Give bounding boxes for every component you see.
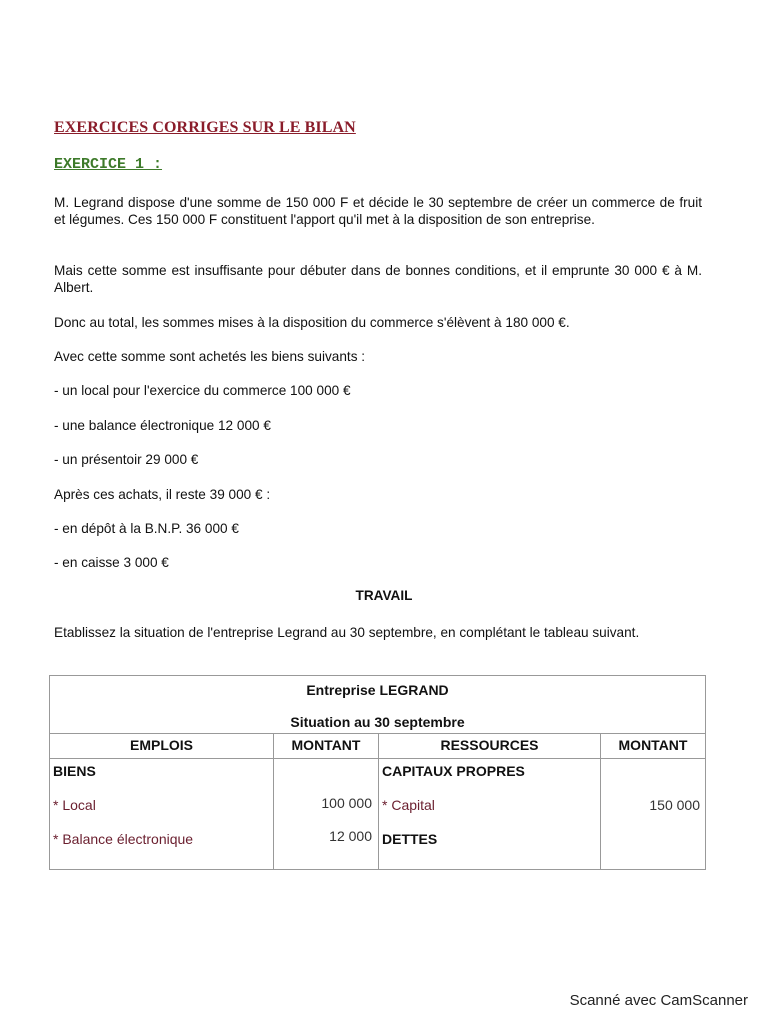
table-col-divider-1: [273, 733, 274, 870]
table-col-divider-2: [378, 733, 379, 870]
table-col-divider-3: [600, 733, 601, 870]
instruction-text: Etablissez la situation de l'entreprise Legrand au 30 septembre, en complétant le tableau suivant.: [54, 625, 640, 640]
col-header-ressources: RESSOURCES: [440, 737, 539, 753]
list-item-presentoir: - un présentoir 29 000 €: [54, 452, 199, 467]
table-situation-date: Situation au 30 septembre: [290, 714, 465, 730]
paragraph-remaining: Après ces achats, il reste 39 000 € :: [54, 487, 271, 502]
emplois-item-balance: * Balance électronique: [53, 831, 194, 847]
camscanner-watermark: Scanné avec CamScanner: [569, 992, 748, 1009]
col-header-montant-emplois: MONTANT: [291, 737, 361, 753]
table-company-name: Entreprise LEGRAND: [306, 682, 449, 698]
paragraph-total: Donc au total, les sommes mises à la disposition du commerce s'élèvent à 180 000 €.: [54, 315, 570, 330]
ressources-section-capitaux: CAPITAUX PROPRES: [382, 763, 525, 779]
paragraph-purchases-intro: Avec cette somme sont achetés les biens suivants :: [54, 349, 366, 364]
emplois-section-biens: BIENS: [53, 763, 96, 779]
list-item-local: - un local pour l'exercice du commerce 100 000 €: [54, 383, 351, 398]
ressources-section-dettes: DETTES: [382, 831, 438, 847]
list-item-caisse: - en caisse 3 000 €: [54, 555, 169, 570]
travail-heading: TRAVAIL: [355, 588, 413, 603]
ressources-item-capital: * Capital: [382, 797, 435, 813]
emplois-amount-balance: 12 000: [329, 828, 372, 844]
exercise-title: EXERCICE 1 :: [54, 156, 163, 173]
col-header-emplois: EMPLOIS: [129, 737, 193, 753]
emplois-item-local: * Local: [53, 797, 96, 813]
paragraph-loan: Mais cette somme est insuffisante pour débuter dans de bonnes conditions, et il emprunte 30 000 € à M. Albert.: [54, 263, 702, 295]
emplois-amount-local: 100 000: [321, 795, 372, 811]
paragraph-intro: M. Legrand dispose d'une somme de 150 000 F et décide le 30 septembre de créer un commerce de fruit et légumes. Ces 150 000 F constituent l'apport qu'il met à la disposition de son entreprise.: [54, 195, 702, 227]
list-item-bnp: - en dépôt à la B.N.P. 36 000 €: [54, 521, 239, 536]
list-item-balance: - une balance électronique 12 000 €: [54, 418, 271, 433]
bilan-table: [49, 675, 706, 870]
ressources-amount-capital: 150 000: [649, 797, 700, 813]
col-header-montant-ressources: MONTANT: [618, 737, 688, 753]
document-title: EXERCICES CORRIGES SUR LE BILAN: [54, 119, 356, 136]
